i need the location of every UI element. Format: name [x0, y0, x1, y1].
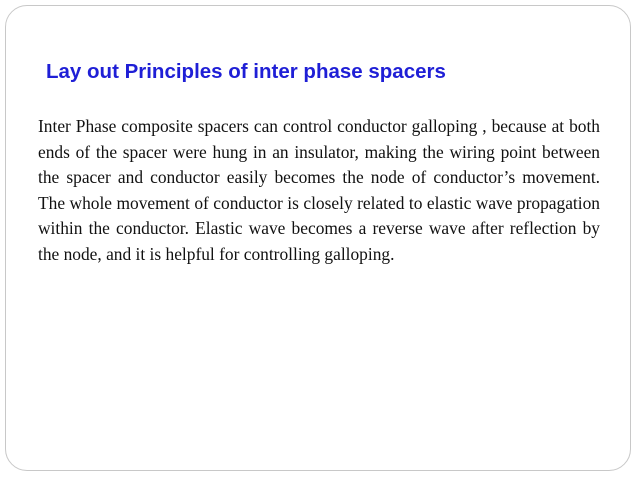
- slide-body-text: Inter Phase composite spacers can control conductor galloping , because at both ends of the spacer were hung in an insulator, making the wiring point between the spacer and conductor easily becomes the node of conductor’s movement. The whole movement of conductor is closely related to elastic wave propagation within the conductor. Elastic wave becomes a reverse wave after reflection by the node, and it is helpful for controlling galloping.: [38, 116, 600, 264]
- slide-title: Lay out Principles of inter phase spacers: [46, 60, 446, 83]
